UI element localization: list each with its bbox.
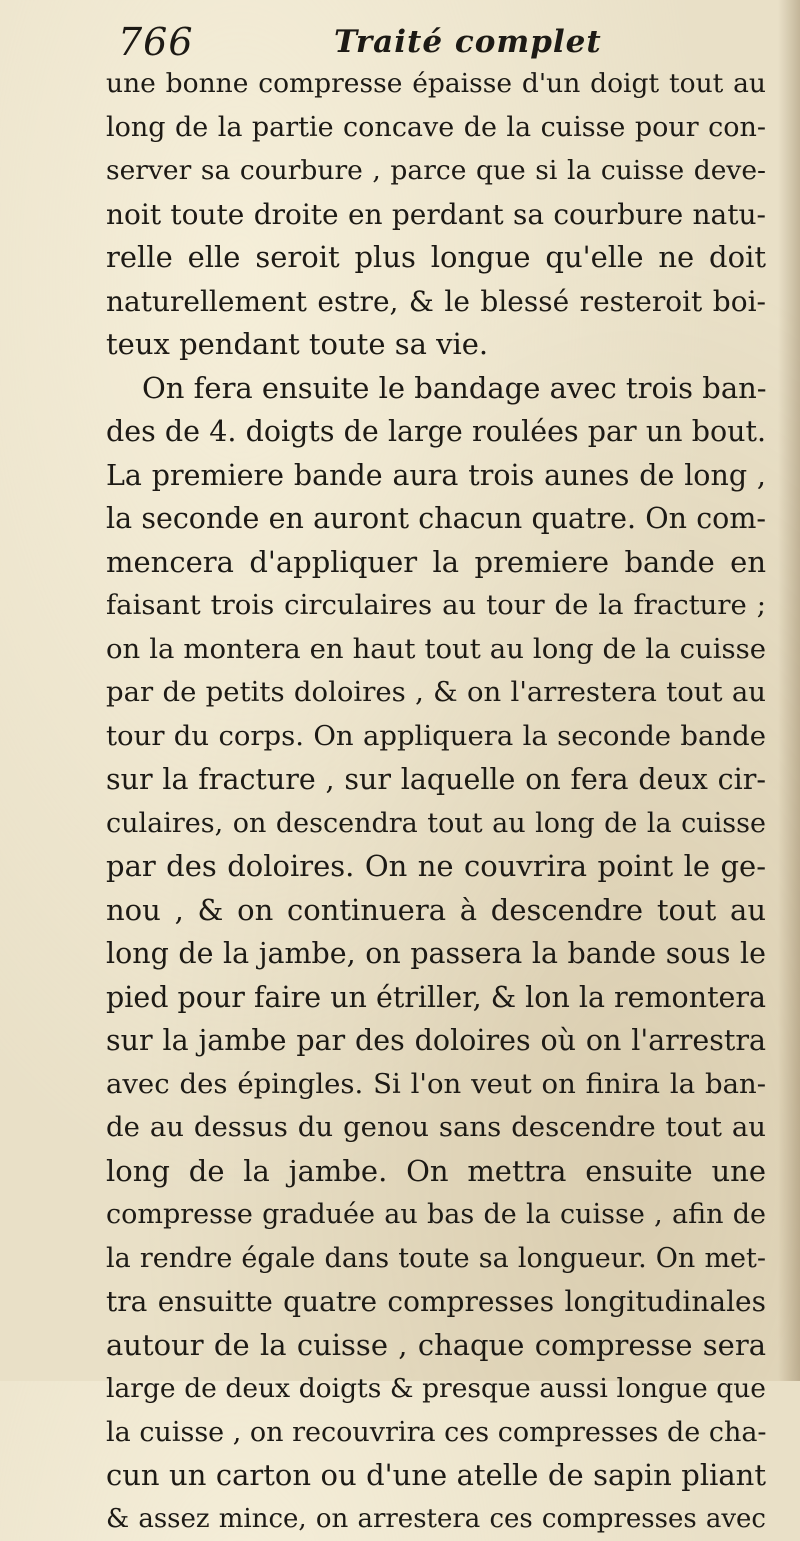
paragraph-start-line: On fera ensuite le bandage avec trois ban- xyxy=(106,367,766,411)
page-edge-shadow xyxy=(778,0,800,1381)
text-line: la cuisse , on recouvrira ces compresses de cha- xyxy=(106,1411,766,1455)
text-line: compresse graduée au bas de la cuisse , afin de xyxy=(106,1193,766,1237)
text-line: teux pendant toute sa vie. xyxy=(106,323,766,367)
text-line: large de deux doigts & presque aussi longue que xyxy=(106,1367,766,1411)
text-line: pied pour faire un étriller, & lon la remontera xyxy=(106,976,766,1020)
text-line: mencera d'appliquer la premiere bande en xyxy=(106,541,766,585)
text-line: faisant trois circulaires au tour de la fracture ; xyxy=(106,584,766,628)
text-line: par de petits doloires , & on l'arrestera tout au xyxy=(106,671,766,715)
text-line: long de la jambe, on passera la bande sous le xyxy=(106,932,766,976)
text-line: par des doloires. On ne couvrira point le ge- xyxy=(106,845,766,889)
text-line: des de 4. doigts de large roulées par un bout. xyxy=(106,410,766,454)
text-line: on la montera en haut tout au long de la cuisse xyxy=(106,628,766,672)
text-line: sur la jambe par des doloires où on l'arrestra xyxy=(106,1019,766,1063)
text-line: naturellement estre, & le blessé resteroit boi- xyxy=(106,280,766,324)
text-line: La premiere bande aura trois aunes de long , xyxy=(106,454,766,498)
text-line: la rendre égale dans toute sa longueur. On met- xyxy=(106,1237,766,1281)
text-line: server sa courbure , parce que si la cuisse deve- xyxy=(106,149,766,193)
running-title: Traité complet xyxy=(334,24,602,60)
text-line: avec des épingles. Si l'on veut on finira la ban- xyxy=(106,1063,766,1107)
text-line: & assez mince, on arrestera ces compresses avec xyxy=(106,1498,766,1541)
text-line: long de la jambe. On mettra ensuite une xyxy=(106,1150,766,1194)
text-line: long de la partie concave de la cuisse pour con- xyxy=(106,106,766,150)
text-line: tra ensuitte quatre compresses longitudinales xyxy=(106,1280,766,1324)
text-line: culaires, on descendra tout au long de la cuisse xyxy=(106,802,766,846)
text-line: nou , & on continuera à descendre tout au xyxy=(106,889,766,933)
text-line: cun un carton ou d'une atelle de sapin pliant xyxy=(106,1454,766,1498)
text-line: de au dessus du genou sans descendre tout au xyxy=(106,1106,766,1150)
text-line: relle elle seroit plus longue qu'elle ne doit xyxy=(106,236,766,280)
text-line: sur la fracture , sur laquelle on fera deux cir- xyxy=(106,758,766,802)
page-number: 766 xyxy=(118,20,194,64)
page-header xyxy=(112,18,752,68)
text-line: autour de la cuisse , chaque compresse sera xyxy=(106,1324,766,1368)
text-line: noit toute droite en perdant sa courbure natu- xyxy=(106,193,766,237)
text-line: une bonne compresse épaisse d'un doigt tout au xyxy=(106,62,766,106)
body-text xyxy=(106,62,766,1541)
text-line: la seconde en auront chacun quatre. On com- xyxy=(106,497,766,541)
text-line: tour du corps. On appliquera la seconde bande xyxy=(106,715,766,759)
